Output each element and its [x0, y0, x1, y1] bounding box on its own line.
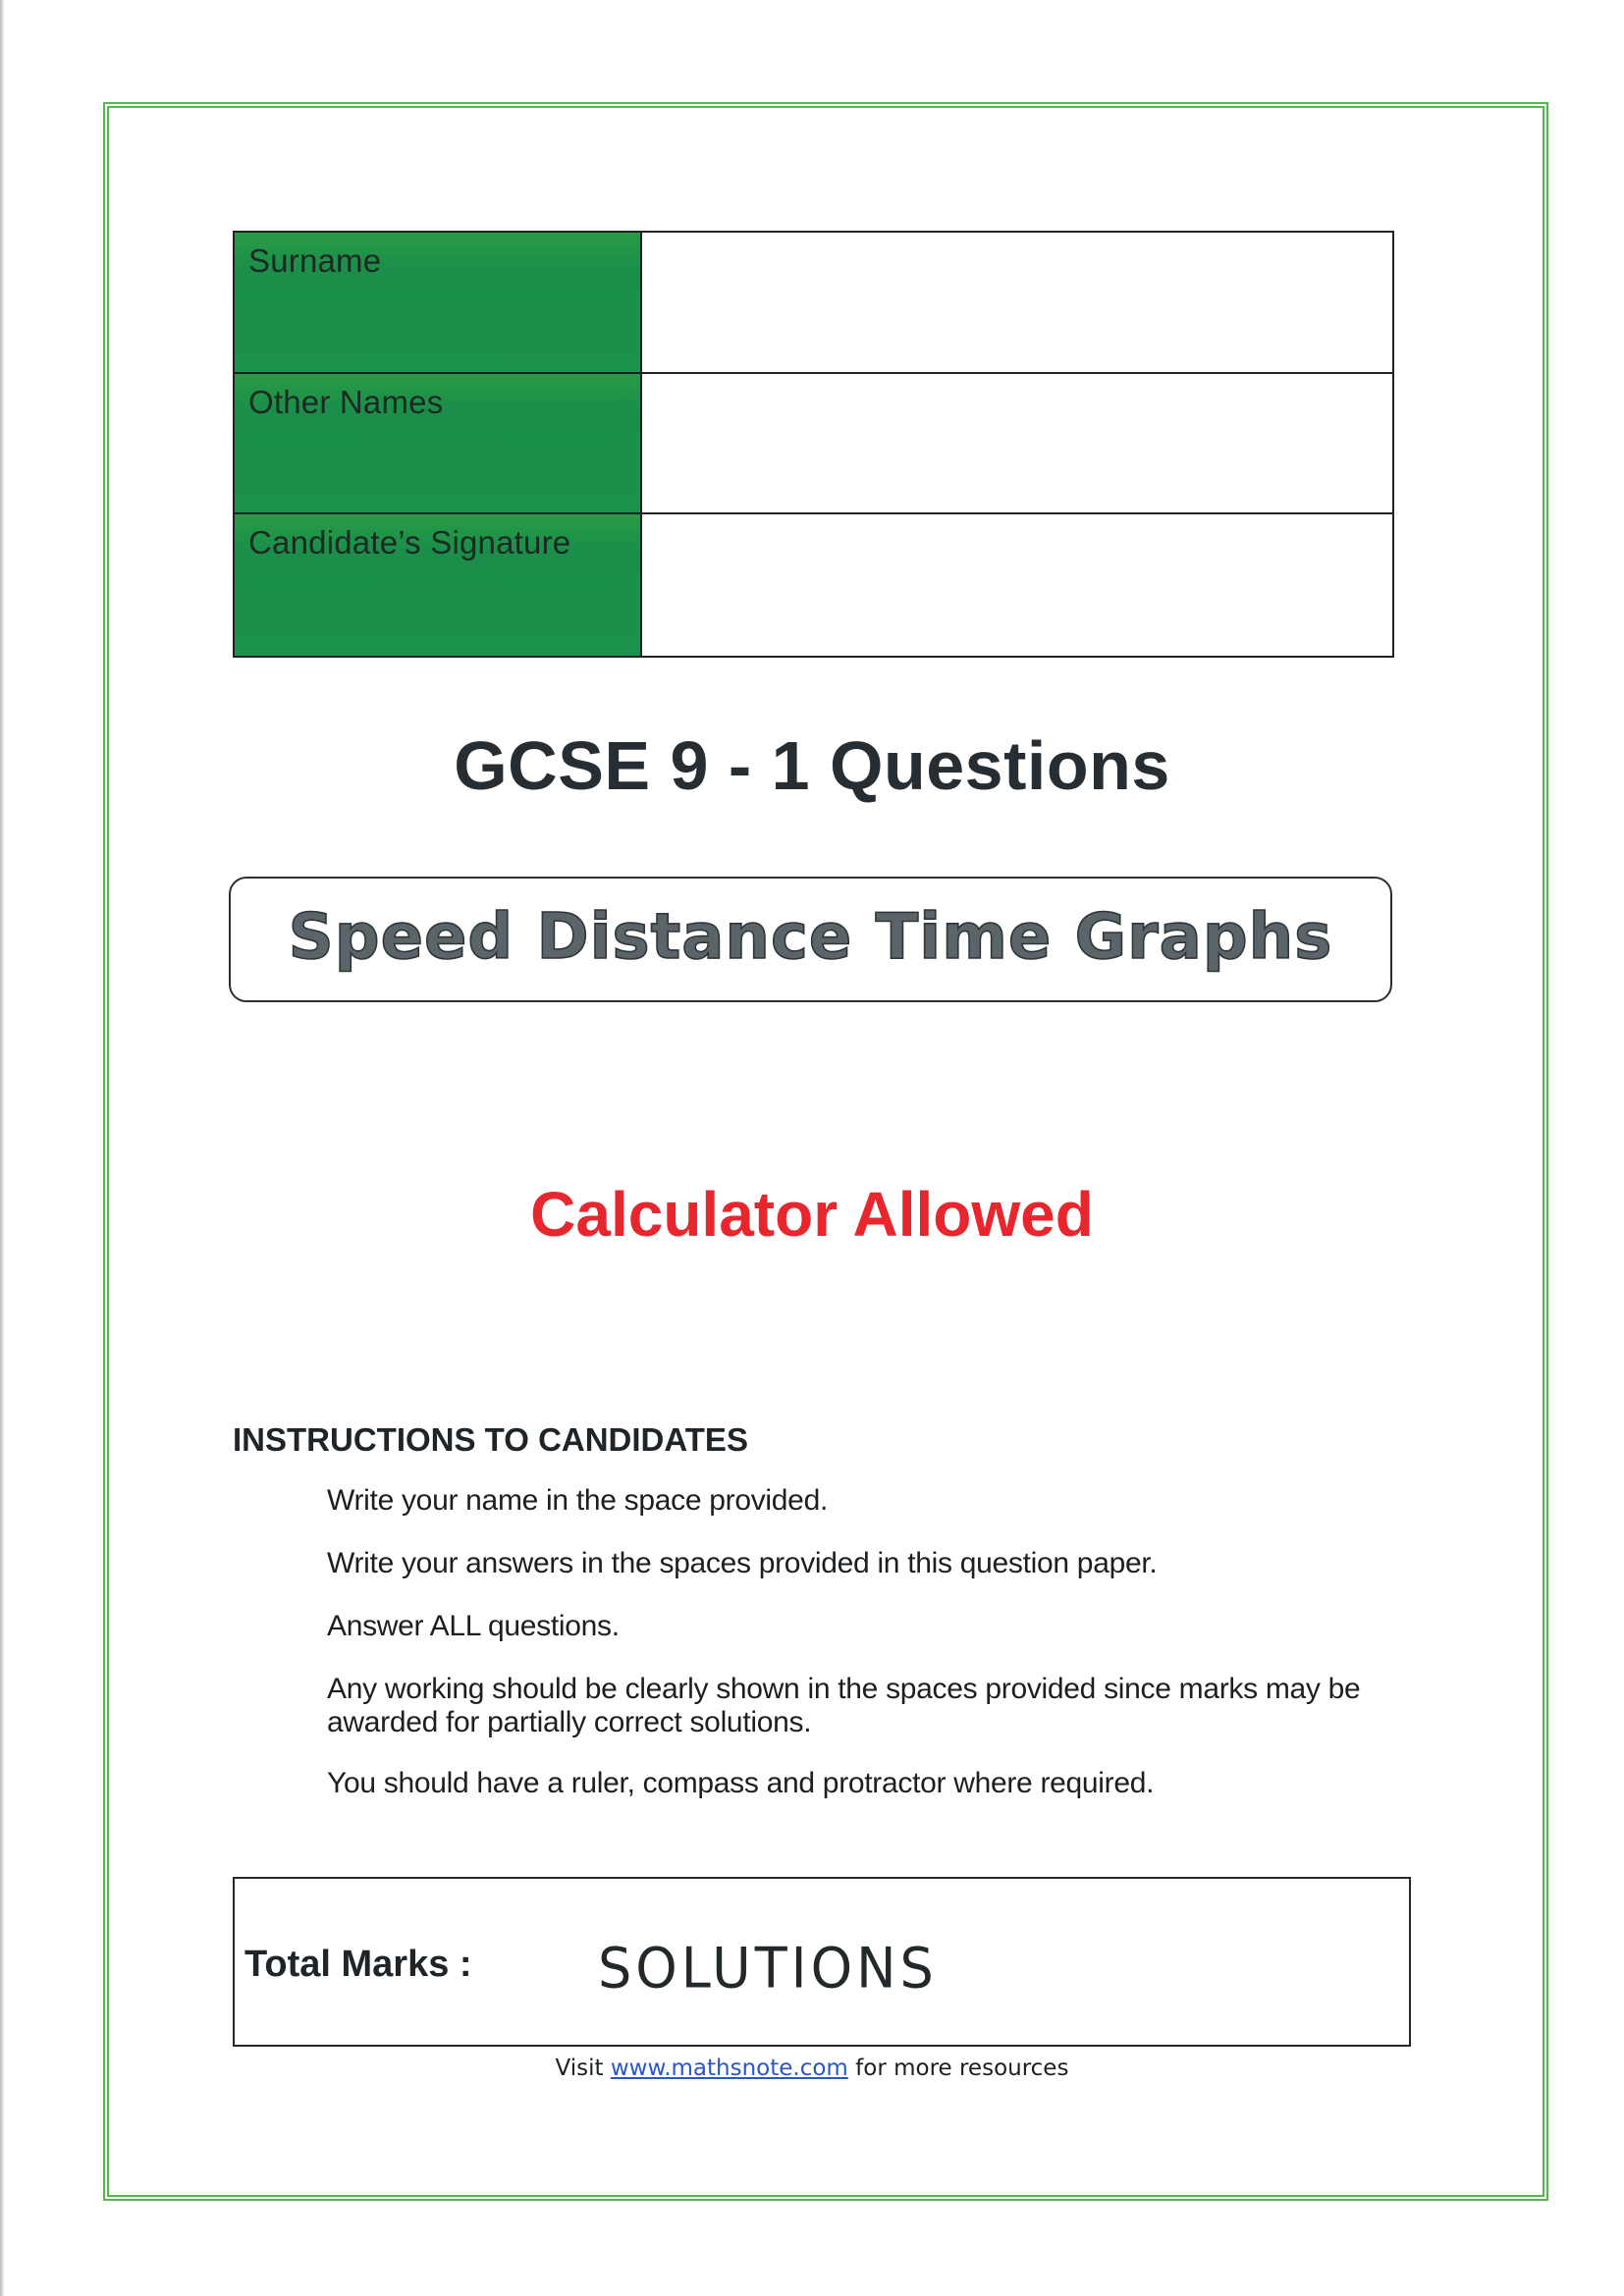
- instruction-item: Answer ALL questions.: [327, 1610, 620, 1642]
- paper-title: GCSE 9 - 1 Questions: [454, 727, 1170, 804]
- calculator-allowed-notice: Calculator Allowed: [530, 1179, 1094, 1250]
- mathsnote-link[interactable]: www.mathsnote.com: [610, 2056, 848, 2081]
- signature-label: Candidate’s Signature: [235, 514, 642, 656]
- instructions-list: [327, 1484, 1427, 1830]
- instruction-item: You should have a ruler, compass and protractor where required.: [327, 1767, 1155, 1799]
- surname-label: Surname: [235, 233, 642, 374]
- instructions-heading: INSTRUCTIONS TO CANDIDATES: [233, 1421, 748, 1458]
- total-marks-handwritten-value: SOLUTIONS: [598, 1936, 938, 2002]
- topic-title: Speed Distance Time Graphs: [288, 901, 1333, 974]
- total-marks-label: Total Marks :: [244, 1944, 472, 1985]
- scan-page-edge: [0, 0, 4, 2296]
- topic-banner: [229, 877, 1392, 1002]
- other-names-field[interactable]: [642, 374, 1392, 515]
- instruction-item: Write your answers in the spaces provided in this question paper.: [327, 1547, 1158, 1579]
- instruction-item: Write your name in the space provided.: [327, 1484, 828, 1517]
- surname-field[interactable]: [642, 233, 1392, 374]
- footer-prefix: Visit: [555, 2056, 611, 2081]
- instruction-item: Any working should be clearly shown in the spaces provided since marks may be awarded for partially correct solutions.: [327, 1673, 1361, 1738]
- other-names-label: Other Names: [235, 374, 642, 515]
- candidate-details-table: [233, 231, 1394, 658]
- signature-field[interactable]: [642, 514, 1392, 656]
- footer-note: [0, 2056, 1624, 2081]
- footer-suffix: for more resources: [847, 2056, 1069, 2081]
- total-marks-box: [233, 1877, 1411, 2047]
